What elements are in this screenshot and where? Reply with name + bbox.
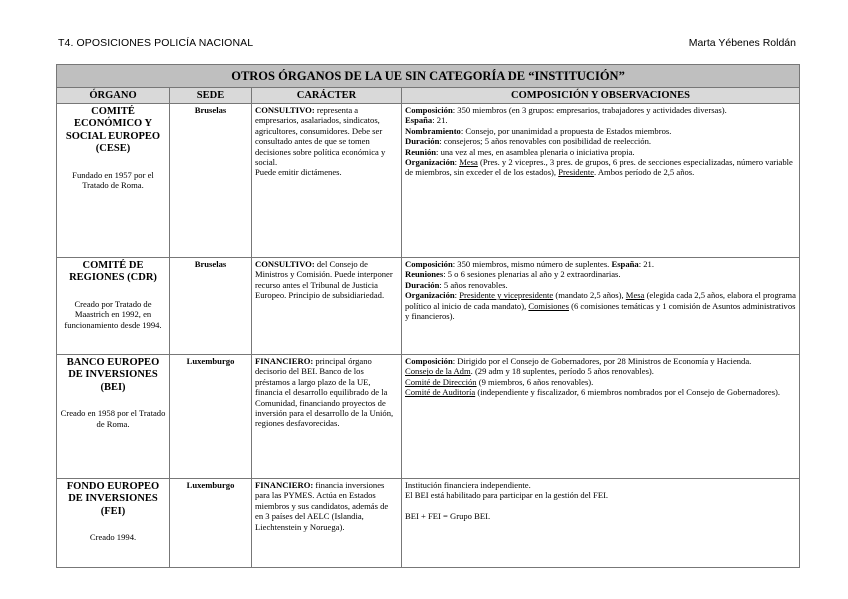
organ-name: COMITÉ ECONÓMICO Y SOCIAL EUROPEO (CESE) (65, 106, 161, 155)
organ-note: Creado en 1958 por el Tratado de Roma. (60, 408, 166, 429)
organ-name: COMITÉ DE REGIONES (CDR) (69, 260, 157, 284)
table-title: OTROS ÓRGANOS DE LA UE SIN CATEGORÍA DE “INSTITUCIÓN” (57, 65, 800, 88)
column-header-composicion: COMPOSICIÓN Y OBSERVACIONES (402, 88, 800, 104)
organ-composition: Institución financiera independiente. El BEI está habilitado para participar en la gestión del FEI. BEI + FEI = Grupo BEI. (402, 479, 800, 568)
table-title-row (57, 65, 800, 88)
organ-name: FONDO EUROPEO DE INVERSIONES (FEI) (66, 481, 160, 517)
table-row (57, 258, 800, 355)
organ-note: Fundado en 1957 por el Tratado de Roma. (72, 169, 154, 191)
organ-seat: Luxemburgo (186, 356, 235, 366)
table-row (57, 479, 800, 568)
organ-name: BANCO EUROPEO DE INVERSIONES (BEI) (66, 357, 160, 393)
organ-seat: Bruselas (194, 105, 227, 115)
column-header-sede: SEDE (170, 88, 252, 104)
organ-character: CONSULTIVO: del Consejo de Ministros y Comisión. Puede interponer recurso antes el Tribunal de Justicia Europeo. Principio de subsidiariedad. (252, 258, 402, 355)
table-header-row (57, 88, 800, 104)
column-header-caracter: CARÁCTER (252, 88, 402, 104)
column-header-organo: ÓRGANO (57, 88, 170, 104)
table-row (57, 104, 800, 258)
organ-character: FINANCIERO: financia inversiones para las PYMES. Actúa en Estados miembros y sus candidatos, además de en 3 países del AELC (Islandia, Liechtenstein y Noruega). (252, 479, 402, 568)
organ-character: CONSULTIVO: representa a empresarios, asalariados, sindicatos, agricultores, consumidores. Debe ser consultado antes de que se tomen decisiones sobre política económica y social. Puede emitir dictámenes. (252, 104, 402, 258)
table-row (57, 355, 800, 479)
organ-seat: Luxemburgo (186, 480, 235, 490)
organ-character: FINANCIERO: principal órgano decisorio del BEI. Banco de los préstamos a largo plazo de la UE, financia el desarrollo equilibrado de la Comunidad, financiando proyectos de inversión para el desarrollo de la Unión, regiones desfavorecidas. (252, 355, 402, 479)
document-header-author: Marta Yébenes Roldán (688, 37, 796, 49)
organ-composition: Composición: 350 miembros (en 3 grupos: empresarios, trabajadores y actividades diversas). España: 21. Nombramiento: Consejo, por unanimidad a propuesta de Estados miembros. Duración: consejeros; 5 años renovables con posibilidad de reelección. Reunión: una vez al mes, en asamblea plenaria o iniciativa propia. Organización: Mesa (Pres. y 2 vicepres., 3 pres. de grupos, 6 pres. de secciones especializadas, número variable de miembros, sin exceder el de los estados), Presidente. Ambos período de 2,5 años. (402, 104, 800, 258)
document-header-left: T4. OPOSICIONES POLICÍA NACIONAL (58, 37, 254, 49)
organ-seat: Bruselas (194, 259, 227, 269)
organ-composition: Composición: Dirigido por el Consejo de Gobernadores, por 28 Ministros de Economía y Hacienda. Consejo de la Adm. (29 adm y 18 suplentes, período 5 años renovables). Comité de Dirección (9 miembros, 6 años renovables). Comité de Auditoría (independiente y fiscalizador, 6 miembros nombrados por el Consejo de Gobernadores). (402, 355, 800, 479)
organ-note: Creado por Tratado de Maastrich en 1992, en funcionamiento desde 1994. (64, 298, 162, 330)
organ-composition: Composición: 350 miembros, mismo número de suplentes. España: 21. Reuniones: 5 o 6 sesiones plenarias al año y 2 extraordinarias. Duración: 5 años renovables. Organización: Presidente y vicepresidente (mandato 2,5 años), Mesa (elegida cada 2,5 años, elabora el programa político al inicio de cada mandato), Comisiones (6 comisiones temáticas y 1 comisión de Asuntos administrativos y financieros). (402, 258, 800, 355)
organs-table (56, 64, 800, 568)
organ-note: Creado 1994. (89, 532, 137, 543)
